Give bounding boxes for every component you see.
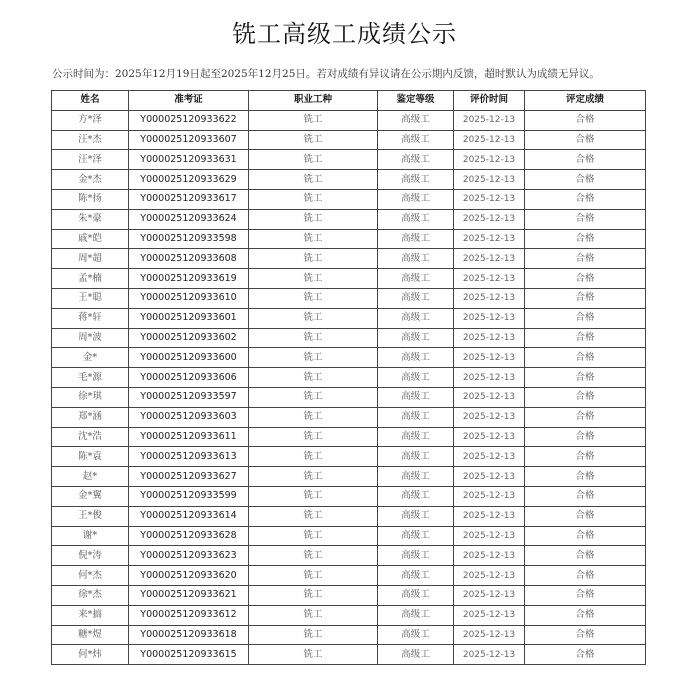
table-row bbox=[52, 546, 646, 566]
table-row bbox=[52, 110, 646, 130]
cell-occupation: 铣工 bbox=[249, 585, 378, 605]
cell-eval-date: 2025-12-13 bbox=[454, 387, 525, 407]
table-row bbox=[52, 150, 646, 170]
cell-occupation: 铣工 bbox=[249, 526, 378, 546]
cell-name: 赵* bbox=[52, 467, 129, 487]
header-name: 姓名 bbox=[52, 91, 129, 111]
cell-name: 陈*袁 bbox=[52, 447, 129, 467]
table-row bbox=[52, 387, 646, 407]
table-row bbox=[52, 368, 646, 388]
cell-exam-id: Y000025120933620 bbox=[129, 566, 249, 586]
cell-exam-id: Y000025120933629 bbox=[129, 170, 249, 190]
table-row bbox=[52, 328, 646, 348]
cell-level: 高级工 bbox=[378, 467, 454, 487]
cell-result: 合格 bbox=[525, 249, 646, 269]
cell-eval-date: 2025-12-13 bbox=[454, 229, 525, 249]
cell-name: 陈*扬 bbox=[52, 189, 129, 209]
cell-exam-id: Y000025120933601 bbox=[129, 308, 249, 328]
cell-name: 沈*浩 bbox=[52, 427, 129, 447]
cell-result: 合格 bbox=[525, 150, 646, 170]
cell-exam-id: Y000025120933623 bbox=[129, 546, 249, 566]
cell-occupation: 铣工 bbox=[249, 328, 378, 348]
table-row bbox=[52, 427, 646, 447]
cell-level: 高级工 bbox=[378, 566, 454, 586]
table-row bbox=[52, 645, 646, 665]
cell-result: 合格 bbox=[525, 348, 646, 368]
cell-exam-id: Y000025120933627 bbox=[129, 467, 249, 487]
cell-occupation: 铣工 bbox=[249, 229, 378, 249]
cell-result: 合格 bbox=[525, 407, 646, 427]
table-row bbox=[52, 585, 646, 605]
table-row bbox=[52, 625, 646, 645]
cell-eval-date: 2025-12-13 bbox=[454, 486, 525, 506]
cell-name: 谢* bbox=[52, 526, 129, 546]
cell-exam-id: Y000025120933618 bbox=[129, 625, 249, 645]
table-row bbox=[52, 288, 646, 308]
cell-eval-date: 2025-12-13 bbox=[454, 645, 525, 665]
cell-occupation: 铣工 bbox=[249, 150, 378, 170]
cell-result: 合格 bbox=[525, 189, 646, 209]
cell-name: 王*俊 bbox=[52, 506, 129, 526]
table-row bbox=[52, 130, 646, 150]
cell-exam-id: Y000025120933610 bbox=[129, 288, 249, 308]
cell-result: 合格 bbox=[525, 486, 646, 506]
cell-level: 高级工 bbox=[378, 130, 454, 150]
cell-level: 高级工 bbox=[378, 229, 454, 249]
table-row bbox=[52, 506, 646, 526]
cell-eval-date: 2025-12-13 bbox=[454, 348, 525, 368]
publicity-notice: 公示时间为：2025年12月19日起至2025年12月25日。若对成绩有异议请在公示期内反馈，超时默认为成绩无异议。 bbox=[52, 68, 600, 80]
cell-level: 高级工 bbox=[378, 328, 454, 348]
cell-name: 毛*源 bbox=[52, 368, 129, 388]
page-title: 铣工高级工成绩公示 bbox=[232, 20, 457, 48]
cell-occupation: 铣工 bbox=[249, 110, 378, 130]
cell-name: 倪*涛 bbox=[52, 546, 129, 566]
table-row bbox=[52, 566, 646, 586]
table-row bbox=[52, 189, 646, 209]
cell-level: 高级工 bbox=[378, 308, 454, 328]
cell-exam-id: Y000025120933598 bbox=[129, 229, 249, 249]
cell-result: 合格 bbox=[525, 546, 646, 566]
cell-eval-date: 2025-12-13 bbox=[454, 526, 525, 546]
cell-name: 汪*杰 bbox=[52, 130, 129, 150]
cell-level: 高级工 bbox=[378, 645, 454, 665]
cell-exam-id: Y000025120933615 bbox=[129, 645, 249, 665]
cell-level: 高级工 bbox=[378, 249, 454, 269]
cell-name: 来*搞 bbox=[52, 605, 129, 625]
cell-result: 合格 bbox=[525, 526, 646, 546]
cell-exam-id: Y000025120933608 bbox=[129, 249, 249, 269]
cell-eval-date: 2025-12-13 bbox=[454, 110, 525, 130]
header-level: 鉴定等级 bbox=[378, 91, 454, 111]
cell-exam-id: Y000025120933622 bbox=[129, 110, 249, 130]
cell-result: 合格 bbox=[525, 110, 646, 130]
cell-level: 高级工 bbox=[378, 526, 454, 546]
cell-level: 高级工 bbox=[378, 427, 454, 447]
cell-eval-date: 2025-12-13 bbox=[454, 308, 525, 328]
cell-occupation: 铣工 bbox=[249, 368, 378, 388]
table-row bbox=[52, 526, 646, 546]
cell-eval-date: 2025-12-13 bbox=[454, 447, 525, 467]
cell-eval-date: 2025-12-13 bbox=[454, 328, 525, 348]
cell-occupation: 铣工 bbox=[249, 387, 378, 407]
cell-name: 周*波 bbox=[52, 328, 129, 348]
cell-occupation: 铣工 bbox=[249, 348, 378, 368]
cell-result: 合格 bbox=[525, 427, 646, 447]
table-row bbox=[52, 447, 646, 467]
cell-occupation: 铣工 bbox=[249, 427, 378, 447]
cell-occupation: 铣工 bbox=[249, 170, 378, 190]
cell-exam-id: Y000025120933612 bbox=[129, 605, 249, 625]
cell-eval-date: 2025-12-13 bbox=[454, 269, 525, 289]
cell-level: 高级工 bbox=[378, 605, 454, 625]
cell-occupation: 铣工 bbox=[249, 645, 378, 665]
table-row bbox=[52, 249, 646, 269]
cell-name: 何*炜 bbox=[52, 645, 129, 665]
cell-level: 高级工 bbox=[378, 407, 454, 427]
cell-exam-id: Y000025120933628 bbox=[129, 526, 249, 546]
cell-eval-date: 2025-12-13 bbox=[454, 585, 525, 605]
cell-exam-id: Y000025120933619 bbox=[129, 269, 249, 289]
cell-eval-date: 2025-12-13 bbox=[454, 427, 525, 447]
cell-occupation: 铣工 bbox=[249, 605, 378, 625]
header-result: 评定成绩 bbox=[525, 91, 646, 111]
cell-occupation: 铣工 bbox=[249, 249, 378, 269]
cell-level: 高级工 bbox=[378, 447, 454, 467]
cell-result: 合格 bbox=[525, 368, 646, 388]
cell-result: 合格 bbox=[525, 447, 646, 467]
cell-occupation: 铣工 bbox=[249, 467, 378, 487]
cell-level: 高级工 bbox=[378, 209, 454, 229]
cell-name: 周*超 bbox=[52, 249, 129, 269]
cell-name: 郑*涵 bbox=[52, 407, 129, 427]
cell-level: 高级工 bbox=[378, 368, 454, 388]
cell-level: 高级工 bbox=[378, 150, 454, 170]
cell-occupation: 铣工 bbox=[249, 566, 378, 586]
table-row bbox=[52, 605, 646, 625]
header-exam-id: 准考证 bbox=[129, 91, 249, 111]
cell-result: 合格 bbox=[525, 387, 646, 407]
cell-level: 高级工 bbox=[378, 506, 454, 526]
cell-occupation: 铣工 bbox=[249, 209, 378, 229]
cell-result: 合格 bbox=[525, 467, 646, 487]
cell-occupation: 铣工 bbox=[249, 288, 378, 308]
cell-result: 合格 bbox=[525, 229, 646, 249]
cell-result: 合格 bbox=[525, 506, 646, 526]
cell-occupation: 铣工 bbox=[249, 269, 378, 289]
cell-occupation: 铣工 bbox=[249, 506, 378, 526]
table-row bbox=[52, 308, 646, 328]
cell-eval-date: 2025-12-13 bbox=[454, 506, 525, 526]
table-row bbox=[52, 229, 646, 249]
cell-level: 高级工 bbox=[378, 546, 454, 566]
cell-eval-date: 2025-12-13 bbox=[454, 407, 525, 427]
table-header-row bbox=[52, 91, 646, 111]
cell-eval-date: 2025-12-13 bbox=[454, 288, 525, 308]
cell-name: 金* bbox=[52, 348, 129, 368]
cell-exam-id: Y000025120933606 bbox=[129, 368, 249, 388]
cell-eval-date: 2025-12-13 bbox=[454, 467, 525, 487]
header-occupation: 职业工种 bbox=[249, 91, 378, 111]
cell-result: 合格 bbox=[525, 625, 646, 645]
cell-occupation: 铣工 bbox=[249, 308, 378, 328]
cell-level: 高级工 bbox=[378, 348, 454, 368]
cell-eval-date: 2025-12-13 bbox=[454, 189, 525, 209]
cell-level: 高级工 bbox=[378, 625, 454, 645]
cell-name: 王*聪 bbox=[52, 288, 129, 308]
cell-occupation: 铣工 bbox=[249, 447, 378, 467]
cell-exam-id: Y000025120933617 bbox=[129, 189, 249, 209]
cell-name: 孟*楠 bbox=[52, 269, 129, 289]
table-row bbox=[52, 467, 646, 487]
cell-occupation: 铣工 bbox=[249, 486, 378, 506]
table-row bbox=[52, 170, 646, 190]
cell-eval-date: 2025-12-13 bbox=[454, 209, 525, 229]
cell-level: 高级工 bbox=[378, 288, 454, 308]
cell-result: 合格 bbox=[525, 269, 646, 289]
cell-eval-date: 2025-12-13 bbox=[454, 249, 525, 269]
cell-occupation: 铣工 bbox=[249, 189, 378, 209]
cell-result: 合格 bbox=[525, 645, 646, 665]
cell-eval-date: 2025-12-13 bbox=[454, 130, 525, 150]
cell-result: 合格 bbox=[525, 130, 646, 150]
cell-level: 高级工 bbox=[378, 189, 454, 209]
cell-eval-date: 2025-12-13 bbox=[454, 368, 525, 388]
cell-level: 高级工 bbox=[378, 387, 454, 407]
cell-result: 合格 bbox=[525, 288, 646, 308]
cell-level: 高级工 bbox=[378, 110, 454, 130]
cell-level: 高级工 bbox=[378, 486, 454, 506]
cell-exam-id: Y000025120933602 bbox=[129, 328, 249, 348]
table-row bbox=[52, 486, 646, 506]
header-eval-date: 评价时间 bbox=[454, 91, 525, 111]
cell-result: 合格 bbox=[525, 170, 646, 190]
cell-exam-id: Y000025120933607 bbox=[129, 130, 249, 150]
cell-exam-id: Y000025120933614 bbox=[129, 506, 249, 526]
cell-exam-id: Y000025120933600 bbox=[129, 348, 249, 368]
cell-level: 高级工 bbox=[378, 170, 454, 190]
cell-name: 戚*皑 bbox=[52, 229, 129, 249]
cell-exam-id: Y000025120933631 bbox=[129, 150, 249, 170]
cell-exam-id: Y000025120933611 bbox=[129, 427, 249, 447]
cell-result: 合格 bbox=[525, 605, 646, 625]
cell-result: 合格 bbox=[525, 585, 646, 605]
cell-name: 金*杰 bbox=[52, 170, 129, 190]
cell-name: 糖*煜 bbox=[52, 625, 129, 645]
cell-result: 合格 bbox=[525, 566, 646, 586]
cell-name: 金*翼 bbox=[52, 486, 129, 506]
cell-exam-id: Y000025120933621 bbox=[129, 585, 249, 605]
cell-name: 朱*豪 bbox=[52, 209, 129, 229]
cell-level: 高级工 bbox=[378, 269, 454, 289]
cell-eval-date: 2025-12-13 bbox=[454, 150, 525, 170]
table-row bbox=[52, 348, 646, 368]
cell-name: 何*杰 bbox=[52, 566, 129, 586]
cell-eval-date: 2025-12-13 bbox=[454, 625, 525, 645]
cell-exam-id: Y000025120933613 bbox=[129, 447, 249, 467]
cell-name: 徐*杰 bbox=[52, 585, 129, 605]
cell-result: 合格 bbox=[525, 328, 646, 348]
table-row bbox=[52, 407, 646, 427]
cell-level: 高级工 bbox=[378, 585, 454, 605]
cell-occupation: 铣工 bbox=[249, 625, 378, 645]
cell-occupation: 铣工 bbox=[249, 407, 378, 427]
table-row bbox=[52, 269, 646, 289]
cell-name: 蒋*轩 bbox=[52, 308, 129, 328]
cell-occupation: 铣工 bbox=[249, 130, 378, 150]
cell-eval-date: 2025-12-13 bbox=[454, 566, 525, 586]
cell-eval-date: 2025-12-13 bbox=[454, 605, 525, 625]
cell-exam-id: Y000025120933597 bbox=[129, 387, 249, 407]
table-body bbox=[52, 110, 646, 664]
cell-result: 合格 bbox=[525, 209, 646, 229]
cell-result: 合格 bbox=[525, 308, 646, 328]
cell-occupation: 铣工 bbox=[249, 546, 378, 566]
cell-eval-date: 2025-12-13 bbox=[454, 170, 525, 190]
cell-name: 汪*泽 bbox=[52, 150, 129, 170]
cell-exam-id: Y000025120933599 bbox=[129, 486, 249, 506]
cell-name: 方*泽 bbox=[52, 110, 129, 130]
cell-name: 徐*琪 bbox=[52, 387, 129, 407]
results-table bbox=[51, 90, 646, 665]
cell-eval-date: 2025-12-13 bbox=[454, 546, 525, 566]
cell-exam-id: Y000025120933603 bbox=[129, 407, 249, 427]
cell-exam-id: Y000025120933624 bbox=[129, 209, 249, 229]
table-row bbox=[52, 209, 646, 229]
